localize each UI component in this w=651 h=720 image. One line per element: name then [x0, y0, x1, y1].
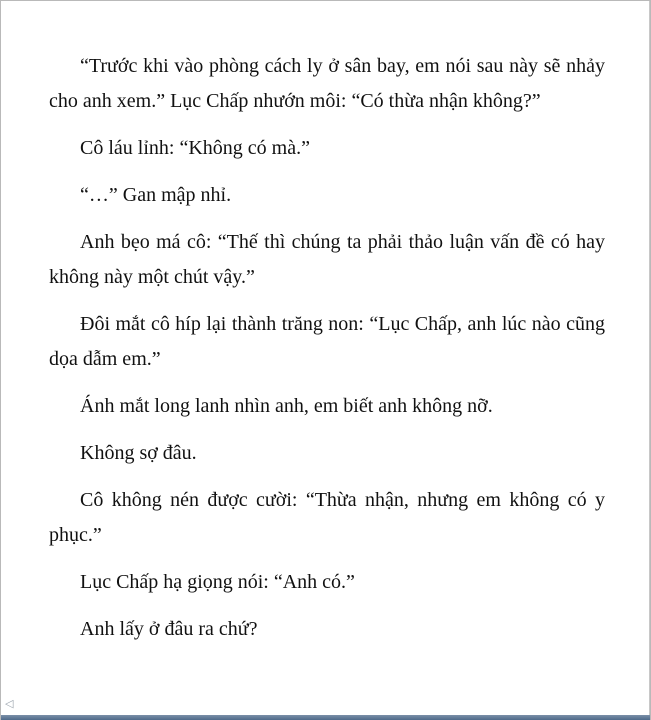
paragraph: Cô không nén được cười: “Thừa nhận, nhưng em không có y phục.”	[49, 489, 605, 546]
paragraph: Anh lấy ở đâu ra chứ?	[80, 618, 258, 640]
bottom-bar	[1, 715, 650, 720]
paragraph: Lục Chấp hạ giọng nói: “Anh có.”	[80, 571, 355, 593]
page-text	[49, 49, 605, 659]
paragraph: “Trước khi vào phòng cách ly ở sân bay, em nói sau này sẽ nhảy cho anh xem.” Lục Chấp nhướn môi: “Có thừa nhận không?”	[49, 55, 605, 112]
paragraph: Ánh mắt long lanh nhìn anh, em biết anh không nỡ.	[80, 395, 493, 417]
paragraph: “…” Gan mập nhỉ.	[80, 184, 232, 206]
paragraph: Cô láu lỉnh: “Không có mà.”	[80, 137, 310, 159]
paragraph: Anh bẹo má cô: “Thế thì chúng ta phải thảo luận vấn đề có hay không này một chút vậy.”	[49, 231, 605, 288]
paragraph: Không sợ đâu.	[80, 442, 197, 464]
page-edge	[649, 1, 650, 716]
left-arrow-icon[interactable]: ◁	[5, 697, 14, 710]
document-page	[1, 1, 650, 716]
paragraph: Đôi mắt cô híp lại thành trăng non: “Lục Chấp, anh lúc nào cũng dọa dẫm em.”	[49, 313, 605, 370]
